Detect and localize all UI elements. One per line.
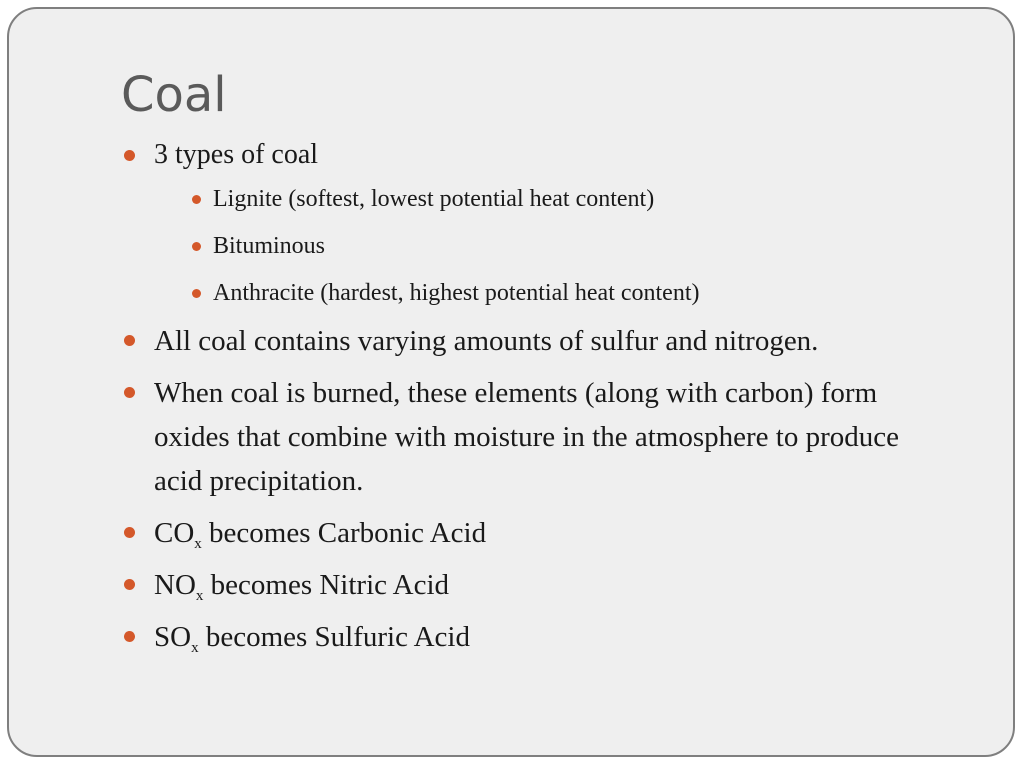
bullet-dot-icon: [192, 195, 201, 204]
bullet-dot-icon: [124, 387, 135, 398]
sub-bullet-text: Bituminous: [213, 233, 326, 259]
bullet-dot-icon: [124, 335, 135, 346]
bullet-item-coal-types: [124, 134, 954, 317]
sub-bullet-text: Anthracite (hardest, highest potential heat content): [213, 280, 700, 306]
bullet-text: becomes Sulfuric Acid: [198, 621, 470, 653]
slide-title: Coal: [121, 67, 227, 123]
bullet-dot-icon: [124, 150, 135, 161]
bullet-text: All coal contains varying amounts of sulfur and nitrogen.: [154, 325, 819, 357]
coal-types-sublist: [154, 176, 954, 317]
formula-prefix: SO: [154, 621, 192, 653]
bullet-item-nox: [124, 563, 954, 607]
bullet-item-sulfur-nitrogen: [124, 319, 954, 363]
sub-bullet-item-lignite: [184, 176, 954, 223]
bullet-dot-icon: [124, 579, 135, 590]
formula-prefix: NO: [154, 569, 196, 601]
bullet-dot-icon: [124, 527, 135, 538]
bullet-dot-icon: [192, 242, 201, 251]
bullet-item-cox: [124, 511, 954, 555]
sub-bullet-text: Lignite (softest, lowest potential heat content): [213, 186, 655, 212]
bullet-item-burning: [124, 371, 954, 503]
bullet-text: When coal is burned, these elements (along with carbon) form oxides that combine with moisture in the atmosphere to produce acid precipitation.: [154, 377, 899, 497]
bullet-text: becomes Nitric Acid: [203, 569, 450, 601]
formula-prefix: CO: [154, 517, 195, 549]
bullet-dot-icon: [124, 631, 135, 642]
slide: [7, 7, 1015, 757]
formula-subscript: x: [195, 588, 204, 604]
sub-bullet-item-anthracite: [184, 270, 954, 317]
bullet-dot-icon: [192, 289, 201, 298]
formula-subscript: x: [194, 536, 202, 552]
bullet-text: becomes Carbonic Acid: [201, 517, 487, 549]
formula-subscript: x: [191, 640, 199, 656]
bullet-text: 3 types of coal: [154, 139, 319, 170]
bullet-item-sox: [124, 615, 954, 659]
sub-bullet-item-bituminous: [184, 223, 954, 270]
bullet-list: [124, 134, 954, 667]
